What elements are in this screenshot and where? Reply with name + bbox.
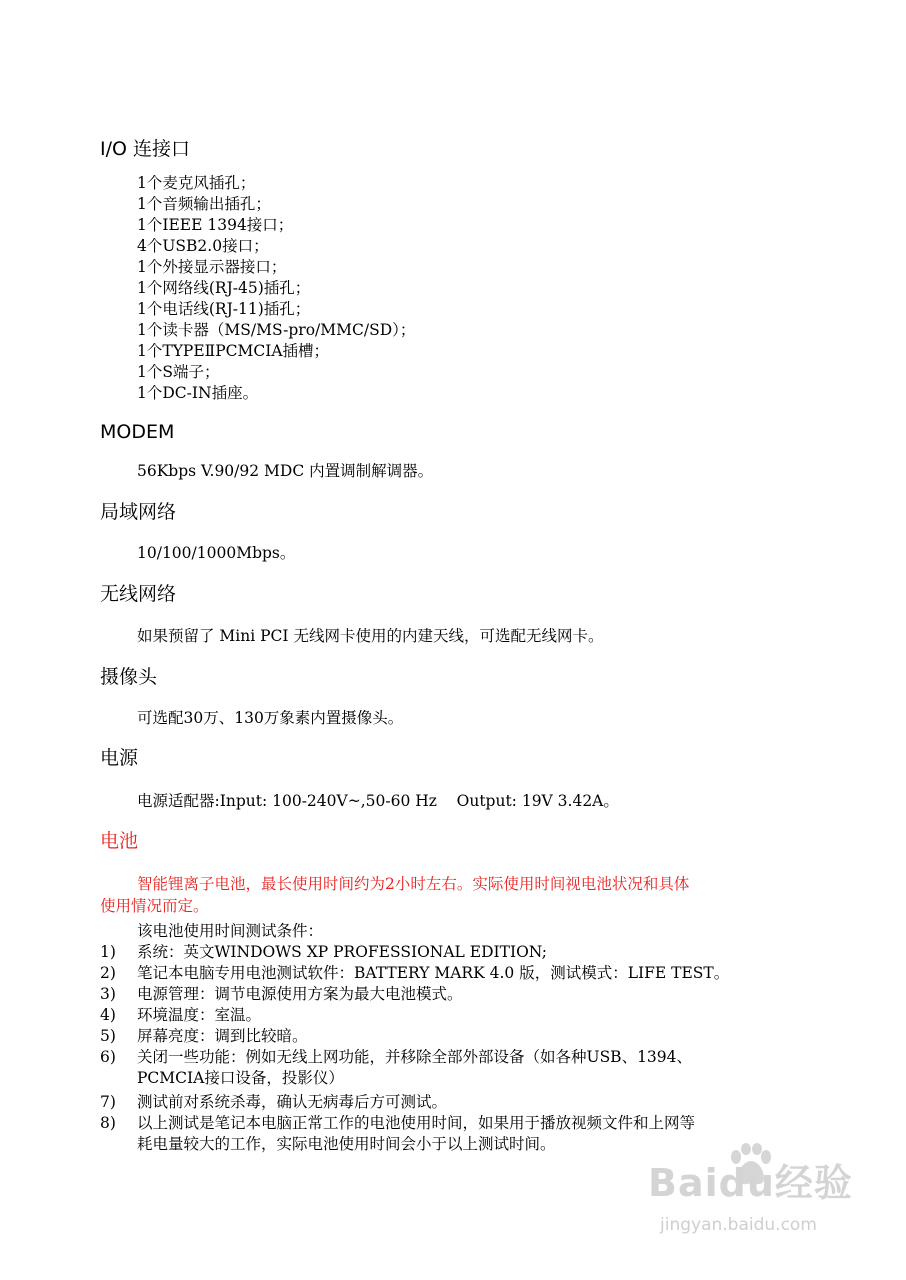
io-heading: I/O 连接口 [100, 138, 190, 160]
io-item: 1个TYPEⅡPCMCIA插槽； [137, 342, 330, 360]
condition-line: 关闭一些功能：例如无线上网功能，并移除全部外部设备（如各种USB、1394、 [137, 1048, 693, 1066]
io-item: 1个读卡器（MS/MS-pro/MMC/SD）； [137, 321, 416, 339]
watermark-url: jingyan.baidu.com [660, 1215, 817, 1235]
power-heading: 电源 [100, 747, 139, 769]
io-item: 4个USB2.0接口； [137, 237, 269, 255]
condition-number: 7) [100, 1093, 116, 1111]
modem-heading: MODEM [100, 421, 175, 443]
condition-number: 4) [100, 1006, 116, 1024]
wlan-text: 如果预留了 Mini PCI 无线网卡使用的内建天线，可选配无线网卡。 [137, 627, 604, 645]
condition-number: 8) [100, 1114, 116, 1132]
condition-line: 系统：英文WINDOWS XP PROFESSIONAL EDITION; [137, 943, 548, 961]
io-item: 1个外接显示器接口； [137, 258, 287, 276]
condition-line: 以上测试是笔记本电脑正常工作的电池使用时间，如果用于播放视频文件和上网等 [137, 1114, 696, 1132]
condition-line: 环境温度：室温。 [137, 1006, 262, 1024]
io-item: 1个电话线(RJ-11)插孔； [137, 300, 311, 318]
lan-text: 10/100/1000Mbps。 [137, 544, 296, 562]
condition-line: 耗电量较大的工作，实际电池使用时间会小于以上测试时间。 [137, 1135, 556, 1153]
io-item: 1个麦克风插孔； [137, 174, 256, 192]
condition-number: 2) [100, 964, 116, 982]
condition-number: 1) [100, 943, 116, 961]
watermark-brand: Baidu经验 [648, 1161, 853, 1205]
baidu-jingyan-watermark [640, 1135, 880, 1255]
io-item: 1个IEEE 1394接口； [137, 216, 294, 234]
conditions-title: 该电池使用时间测试条件： [137, 922, 324, 940]
io-item: 1个S端子； [137, 363, 220, 381]
io-item: 1个网络线(RJ-45)插孔； [137, 279, 311, 297]
io-item: 1个DC-IN插座。 [137, 384, 259, 402]
io-item: 1个音频输出插孔； [137, 195, 271, 213]
battery-note-line1: 智能锂离子电池，最长使用时间约为2小时左右。实际使用时间视电池状况和具体 [137, 875, 690, 893]
battery-heading: 电池 [100, 830, 139, 852]
camera-heading: 摄像头 [100, 666, 158, 688]
condition-number: 5) [100, 1027, 116, 1045]
lan-heading: 局域网络 [100, 501, 177, 523]
condition-number: 3) [100, 985, 116, 1003]
modem-text: 56Kbps V.90/92 MDC 内置调制解调器。 [137, 462, 434, 480]
condition-number: 6) [100, 1048, 116, 1066]
battery-note-line2: 使用情况而定。 [100, 897, 209, 915]
condition-line: PCMCIA接口设备，投影仪） [137, 1069, 344, 1087]
condition-line: 测试前对系统杀毒，确认无病毒后方可测试。 [137, 1093, 448, 1111]
condition-line: 笔记本电脑专用电池测试软件：BATTERY MARK 4.0 版，测试模式：LIFE TEST。 [137, 964, 730, 982]
camera-text: 可选配30万、130万象素内置摄像头。 [137, 709, 404, 727]
wlan-heading: 无线网络 [100, 583, 177, 605]
power-text: 电源适配器:Input: 100-240V~,50-60 Hz Output: 19V 3.42A。 [137, 792, 619, 810]
condition-line: 电源管理：调节电源使用方案为最大电池模式。 [137, 985, 463, 1003]
condition-line: 屏幕亮度：调到比较暗。 [137, 1027, 308, 1045]
